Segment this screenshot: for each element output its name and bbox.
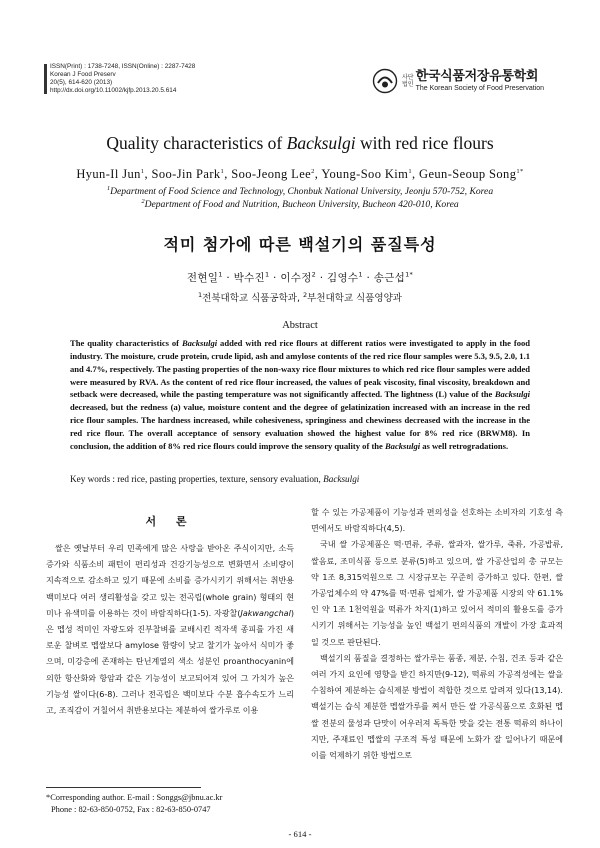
intro-segment: Jakwangchal	[240, 608, 291, 618]
abstract-segment: Backsulgi	[494, 389, 530, 400]
abstract-segment: Backsulgi	[181, 338, 218, 348]
society-name-kr: 한국식품저장유통학회	[415, 68, 539, 84]
page-number: - 614 -	[288, 829, 312, 839]
author-1: Hyun-Il Jun$^1$,	[76, 167, 152, 181]
abstract-body	[70, 337, 530, 453]
author-list	[0, 167, 600, 182]
corresponding-author-footnote	[46, 792, 306, 815]
society-type-label: 사단 법인	[402, 74, 414, 88]
intro-paragraph-1	[46, 541, 294, 719]
intro-paragraph-right-3: 백설기의 품질을 결정하는 쌀가루는 품종, 제분, 수침, 건조 등과 같은 여러 가지 요인에 영향을 받긴 하지만(9-12), 떡류의 가공적성에는 쌀을 수침하여 제분하는 습식제분 방법이 적합한 것으로 알려져 있다(13,14). 백설기는 습식 제분한 멥쌀가루를 쪄서 만든 쌀 가공식품으로 호화된 멥쌀 전분의 물성과 단맛이 어우러져 독특한 맛을 갖는 전통 떡류의 하나이지만, 주재료인 멥쌀의 구조적 특성 때문에 노화가 잘 일어나기 때문에 이를 억제하기 위한 방법으로	[311, 653, 563, 761]
footnote-phone: Phone : 82-63-850-0752, Fax : 82-63-850-0747	[51, 804, 211, 814]
abstract-segment: added with red rice flours at different ratios were investigated to apply in the food industry. The moisture, crude protein, crude lipid, ash and amylose contents of the red rice flour samples were 5.3, 9.5, 2.0, 1.1 and 4.7%, respectively. The pasting properties of the non-waxy rice flour mixtures to which red rice flour samples were added were measured by RVA. As the content of red rice flour increased, the values of peak viscosity, final viscosity, breakdown and setback were decreased, while the pasting temperature was not significantly affected. The lightness (L) value of the	[70, 338, 531, 400]
abstract-segment: decreased, but the redness (a) value, moisture content and the degree of gelatinization increased with an increase in the red rice flour samples. The hardness increased, while cohesiveness, springiness and chewiness decreased with the increase in the red rice flour. The overall acceptance of sensory evaluation showed the highest value for 8% red rice (BRWM8). In conclusion, the addition of 8% red rice flours could improve the sensory quality of the	[70, 402, 530, 451]
korean-author-3: 이수정$^2$ ·	[280, 270, 328, 284]
section-title-introduction: 서 론	[145, 515, 195, 528]
affiliation-2: $^2$Department of Food and Nutrition, Bucheon University, Bucheon 420-010, Korea	[141, 197, 459, 210]
keywords: Key words : red rice, pasting properties, texture, sensory evaluation, Backsulgi	[70, 474, 360, 484]
intro-paragraph-right-2: 국내 쌀 가공제품은 떡·면류, 주류, 쌀과자, 쌀가루, 죽류, 가공밥류, 쌀음료, 조미식품 등으로 분류(5)하고 있으며, 쌀 가공산업의 총 규모는 약 1조 8,315억원으로 그 시장규모는 꾸준히 증가하고 있다. 한편, 쌀 가공업체수의 약 47%를 떡·면류 업체가, 쌀 가공제품 시장의 약 61.1%인 약 1조 1천억원을 떡류가 차지(1)하고 있어서 적미의 활용도를 증가시키기 위해서는 기능성을 높인 백설기 편의식품의 개발이 가장 효과적일 것으로 판단된다.	[311, 540, 563, 647]
korean-author-5: 송근섭$^{1*}$	[373, 270, 414, 284]
abstract-segment: The quality characteristics of	[70, 338, 182, 348]
author-4: Young-Soo Kim$^1$,	[321, 167, 420, 181]
intro-segment: )은 멥성 적미인 자광도와 진부찰벼를 교배시킨 적자색 종피를 가진 새로운 찰벼로 멥쌀보다 amylose 함량이 낮고 찰기가 높아서 식미가 좋으며, 미강층에 존재하는 탄닌계열의 색소 성분인 proanthocyanin에 의한 항산화와 항암과 같은 기능성이 보고되어져 있어 그 가치가 높은 기능성 쌀이다(6-8). 그러나 전곡립은 백미보다 수분 흡수속도가 느리고, 조직감이 거칠어서 취반용보다는 제분하여 쌀가루로 이용	[46, 608, 294, 716]
volume-line: 20(5), 614-620 (2013)	[50, 79, 113, 86]
author-3: Soo-Jeong Lee$^2$,	[231, 167, 322, 181]
footnote-email: *Corresponding author. E-mail : Songgs@jbnu.ac.kr	[46, 793, 223, 802]
society-name-en: The Korean Society of Food Preservation	[415, 84, 544, 92]
journal-abbrev: Korean J Food Preserv	[50, 71, 116, 78]
affiliation-1: $^1$Department of Food Science and Technology, Chonbuk National University, Jeonju 570-752, Korea	[106, 184, 494, 197]
header-accent-bar	[44, 64, 47, 94]
right-column	[311, 505, 563, 764]
author-2: Soo-Jin Park$^1$,	[151, 167, 232, 181]
intro-paragraph-right-1: 할 수 있는 가공제품이 기능성과 편의성을 선호하는 소비자의 기호성 측면에서도 바람직하다(4,5).	[311, 508, 563, 534]
abstract-heading: Abstract	[282, 320, 318, 331]
korean-author-list	[0, 270, 600, 285]
society-logo-icon	[372, 68, 398, 94]
korean-author-1: 전현일$^1$ ·	[186, 270, 234, 284]
paper-title: Quality characteristics of Backsulgi with red rice flours	[106, 133, 494, 153]
korean-title: 적미 첨가에 따른 백설기의 품질특성	[163, 235, 437, 254]
left-column	[46, 505, 294, 719]
society-header	[372, 66, 544, 96]
footnote-divider	[46, 787, 201, 788]
korean-author-4: 김영수$^1$ ·	[327, 270, 374, 284]
abstract-segment: as well retrogradations.	[420, 440, 509, 451]
abstract-segment: Backsulgi	[384, 440, 421, 451]
journal-meta	[50, 63, 195, 95]
intro-segment: 쌀은 옛날부터 우리 민족에게 많은 사랑을 받아온 주식이지만, 소득 증가와 식품소비 패턴이 편리성과 건강기능성으로 변화면서 소비량이 지속적으로 감소하고 있기 때문에 소비를 증가시키기 위해서는 취반용 백미보다 여러 생리활성을 갖고 있는 전곡립(whole grain) 형태의 현미나 유색미를 이용하는 것이 바람직하다(1-5). 자광찰(	[46, 544, 294, 618]
korean-author-2: 박수진$^1$ ·	[233, 270, 281, 284]
author-5: Geun-Seoup Song$^{1*}$	[419, 167, 524, 181]
korean-affiliations: $^1$전북대학교 식품공학과, $^2$부천대학교 식품영양과	[198, 290, 402, 304]
issn-line: ISSN(Print) : 1738-7248, ISSN(Online) : 2287-7428	[50, 63, 196, 70]
doi-link[interactable]: http://dx.doi.org/10.11002/kjfp.2013.20.5.614	[50, 87, 177, 94]
